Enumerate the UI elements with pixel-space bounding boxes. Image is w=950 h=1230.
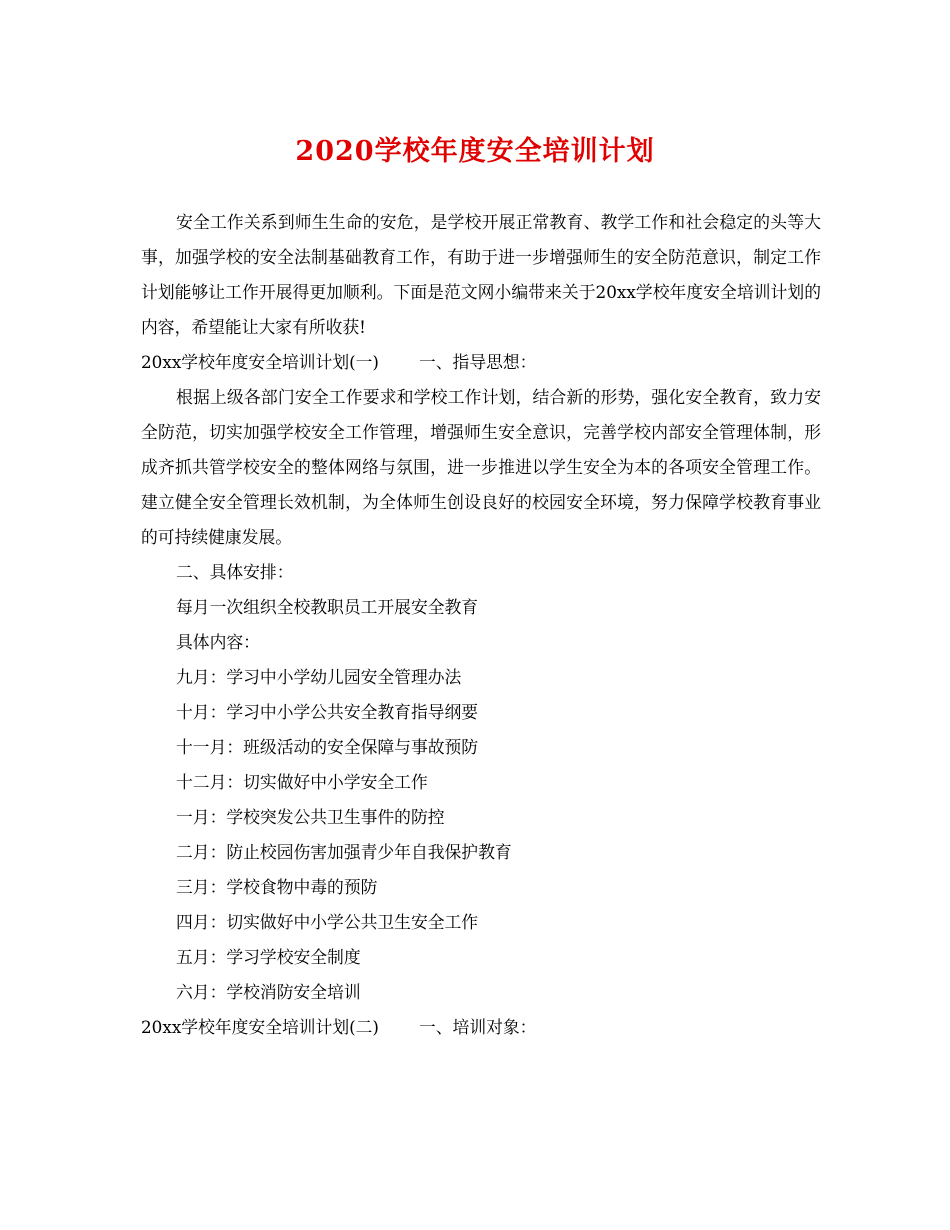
document-title: 2020学校年度安全培训计划 (295, 136, 655, 167)
month-item: 十月：学习中小学公共安全教育指导纲要 (176, 702, 479, 722)
plan2-heading: 20xx学校年度安全培训计划(二) (141, 1017, 379, 1037)
document-body (141, 205, 821, 1045)
month-item: 四月：切实做好中小学公共卫生安全工作 (176, 912, 479, 932)
month-item: 六月：学校消防安全培训 (176, 982, 361, 1002)
month-item: 九月：学习中小学幼儿园安全管理办法 (176, 667, 462, 687)
month-item: 三月：学校食物中毒的预防 (176, 877, 378, 897)
month-item: 十一月：班级活动的安全保障与事故预防 (176, 737, 479, 757)
month-item: 一月：学校突发公共卫生事件的防控 (176, 807, 445, 827)
plan1-heading-line (141, 345, 821, 380)
month-item: 五月：学习学校安全制度 (176, 947, 361, 967)
intro-paragraph: 安全工作关系到师生生命的安危，是学校开展正常教育、教学工作和社会稳定的头等大事，加强学校的安全法制基础教育工作，有助于进一步增强师生的安全防范意识，制定工作计划能够让工作开展得更加顺利。下面是范文网小编带来关于20xx学校年度安全培训计划的内容，希望能让大家有所收获! (141, 212, 821, 337)
month-item: 二月：防止校园伤害加强青少年自我保护教育 (176, 842, 512, 862)
section2-heading: 二、具体安排： (176, 562, 294, 582)
plan2-section1-heading: 一、培训对象： (418, 1017, 537, 1037)
month-item: 十二月：切实做好中小学安全工作 (176, 772, 428, 792)
plan1-section1-heading: 一、指导思想： (418, 352, 537, 372)
content-label: 具体内容： (176, 632, 260, 652)
plan2-heading-line (141, 1010, 821, 1045)
guiding-paragraph: 根据上级各部门安全工作要求和学校工作计划，结合新的形势，强化安全教育，致力安全防范，切实加强学校安全工作管理，增强师生安全意识，完善学校内部安全管理体制，形成齐抓共管学校安全的整体网络与氛围，进一步推进以学生安全为本的各项安全管理工作。建立健全安全管理长效机制，为全体师生创设良好的校园安全环境，努力保障学校教育事业的可持续健康发展。 (141, 387, 821, 547)
monthly-line: 每月一次组织全校教职员工开展安全教育 (176, 597, 479, 617)
plan1-heading: 20xx学校年度安全培训计划(一) (141, 352, 379, 372)
